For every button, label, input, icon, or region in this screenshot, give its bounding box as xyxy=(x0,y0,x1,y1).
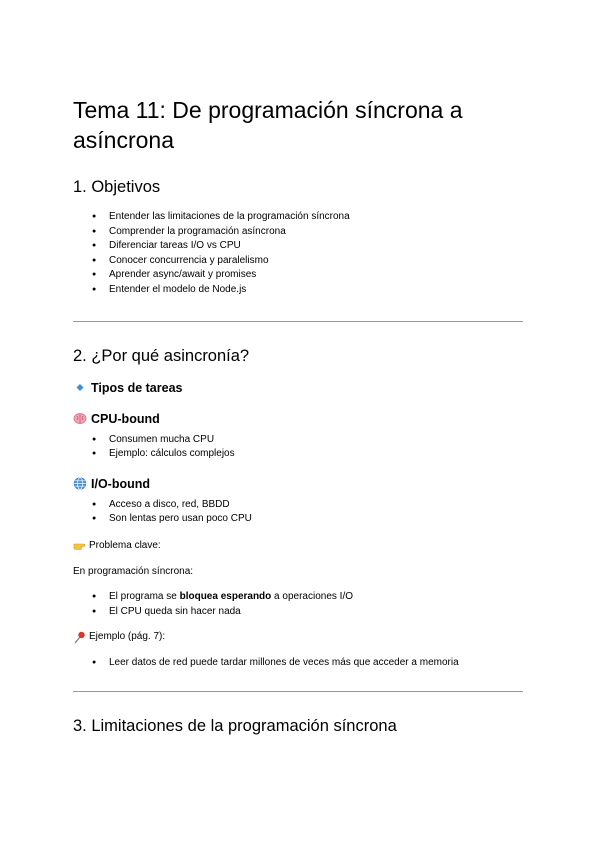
blue-diamond-icon xyxy=(73,381,87,394)
objetivos-list xyxy=(73,210,533,298)
subheading-label: I/O-bound xyxy=(91,476,151,491)
problema-clave-line xyxy=(73,539,533,553)
globe-icon xyxy=(73,477,87,490)
list-item: ● El CPU queda sin hacer nada xyxy=(92,605,533,620)
list-item: ● Entender las limitaciones de la programación síncrona xyxy=(92,210,533,225)
brain-icon xyxy=(73,412,87,425)
list-item: ● Son lentas pero usan poco CPU xyxy=(92,512,533,527)
document-page xyxy=(73,95,533,736)
subheading-io-bound xyxy=(73,476,533,492)
pushpin-icon xyxy=(73,631,87,644)
text-fragment: a operaciones I/O xyxy=(271,590,353,602)
list-item: ● Ejemplo: cálculos complejos xyxy=(92,447,533,462)
io-bound-list xyxy=(73,498,533,527)
bold-fragment: bloquea esperando xyxy=(179,590,272,602)
list-item: ● Acceso a disco, red, BBDD xyxy=(92,498,533,513)
list-item: ● Entender el modelo de Node.js xyxy=(92,283,533,298)
list-item: ● Aprender async/await y promises xyxy=(92,268,533,283)
list-item: ● Comprender la programación asíncrona xyxy=(92,225,533,240)
subheading-label: CPU-bound xyxy=(91,411,160,426)
subheading-label: Tipos de tareas xyxy=(91,380,183,395)
list-item: ● Conocer concurrencia y paralelismo xyxy=(92,254,533,269)
list-item: ● Consumen mucha CPU xyxy=(92,433,533,448)
section-heading-asincronia: 2. ¿Por qué asincronía? xyxy=(73,346,250,365)
list-item: ● Diferenciar tareas I/O vs CPU xyxy=(92,239,533,254)
document-title: Tema 11: De programación síncrona a asíncrona xyxy=(73,97,463,153)
ejemplo-list xyxy=(73,656,533,671)
problema-clave-label: Problema clave: xyxy=(89,539,161,551)
pointing-hand-icon xyxy=(73,539,87,552)
cpu-bound-list xyxy=(73,433,533,462)
ejemplo-line xyxy=(73,630,533,644)
subheading-tipos-tareas xyxy=(73,380,533,396)
ejemplo-label: Ejemplo (pág. 7): xyxy=(89,631,166,643)
subheading-cpu-bound xyxy=(73,411,533,427)
list-item xyxy=(92,590,533,605)
list-item: ● Leer datos de red puede tardar millones de veces más que acceder a memoria xyxy=(92,656,533,671)
text-fragment: El programa se xyxy=(109,590,180,602)
section-heading-objetivos: 1. Objetivos xyxy=(73,178,161,196)
section-heading-limitaciones: 3. Limitaciones de la programación síncrona xyxy=(73,716,397,735)
sincrona-list xyxy=(73,590,533,619)
sincrona-intro: En programación síncrona: xyxy=(73,565,194,577)
